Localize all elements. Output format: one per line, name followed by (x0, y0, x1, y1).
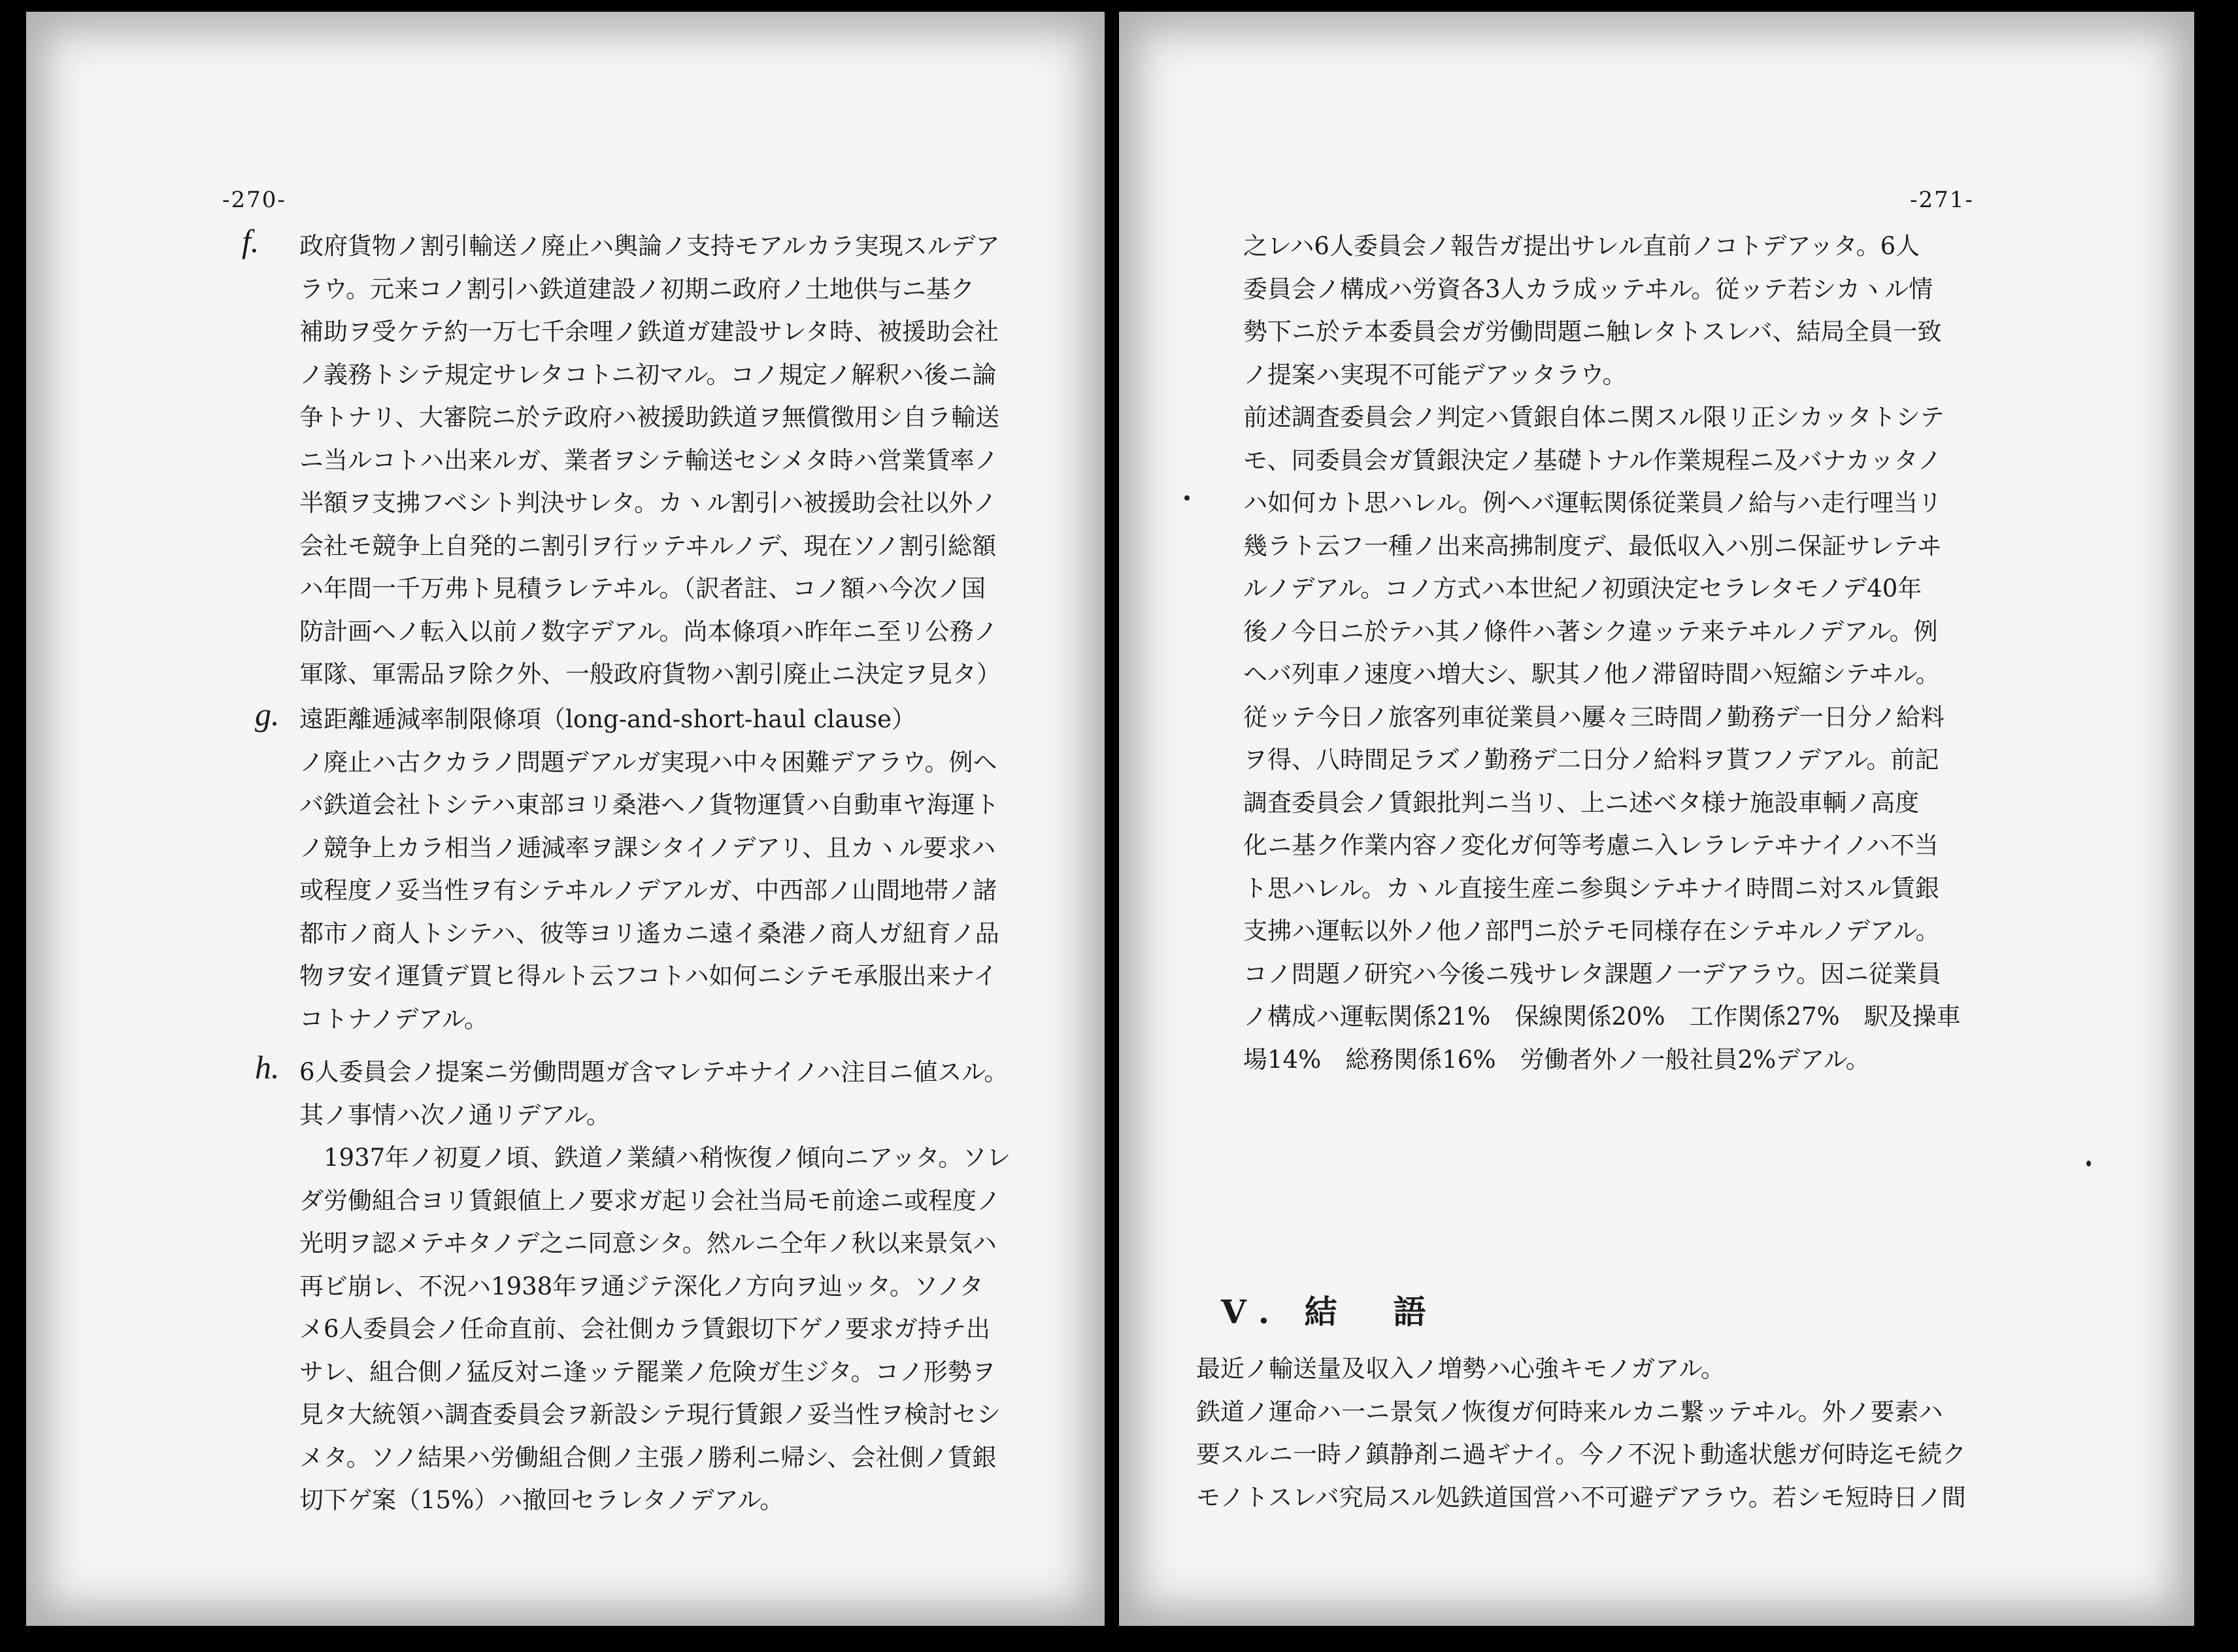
text-line: ルノデアル。コノ方式ハ本世紀ノ初頭決定セラレタモノデ40年 (1243, 574, 1922, 603)
text-line: ヘバ列車ノ速度ハ増大シ、駅其ノ他ノ滞留時間ハ短縮シテヰル。 (1243, 660, 1940, 688)
item-body (299, 1051, 1010, 1522)
text-line: 防計画ヘノ転入以前ノ数字デアル。尚本條項ハ昨年ニ至リ公務ノ (299, 617, 998, 646)
body-text (1243, 225, 1961, 1081)
item-marker: h. (255, 1049, 280, 1085)
text-line: 半額ヲ支拂フベシト判決サレタ。カヽル割引ハ被援助会社以外ノ (299, 489, 997, 517)
text-line: 見タ大統領ハ調査委員会ヲ新設シテ現行賃銀ノ妥当性ヲ検討セシ (299, 1400, 1001, 1429)
text-line: ノ提案ハ実現不可能デアッタラウ。 (1243, 360, 1627, 389)
text-line: 1937年ノ初夏ノ頃、鉄道ノ業績ハ稍恢復ノ傾向ニアッタ。ソレ (299, 1144, 1011, 1172)
text-line: 6人委員会ノ提案ニ労働問題ガ含マレテヰナイノハ注目ニ値スル。 (299, 1058, 1009, 1086)
text-line: コノ問題ノ研究ハ今後ニ残サレタ課題ノ一デアラウ。因ニ従業員 (1243, 959, 1941, 988)
text-line: ノ構成ハ運転関係21% 保線関係20% 工作関係27% 駅及操車 (1243, 1002, 1961, 1031)
text-line: ノ競争上カラ相当ノ逓減率ヲ課シタイノデアリ、且カヽル要求ハ (299, 833, 996, 862)
page-number: -270- (222, 187, 286, 213)
text-line: メ6人委員会ノ任命直前、会社側カラ賃銀切下ゲノ要求ガ持チ出 (299, 1315, 990, 1343)
text-line: コトナノデアル。 (299, 1004, 488, 1033)
text-line: 後ノ今日ニ於テハ其ノ條件ハ著シク違ッテ来テヰルノデアル。例 (1243, 617, 1938, 646)
text-line: ニ当ルコトハ出来ルガ、業者ヲシテ輸送セシメタ時ハ営業賃率ノ (299, 446, 999, 474)
ink-speck (1184, 495, 1190, 501)
text-line: 化ニ基ク作業内容ノ変化ガ何等考慮ニ入レラレテヰナイノハ不当 (1243, 831, 1939, 859)
text-line: 鉄道ノ運命ハ一ニ景気ノ恢復ガ何時来ルカニ繋ッテヰル。外ノ要素ハ (1196, 1397, 1943, 1426)
item-marker: f. (242, 223, 259, 259)
text-line: サレ、組合側ノ猛反対ニ逢ッテ罷業ノ危険ガ生ジタ。コノ形勢ヲ (299, 1357, 996, 1386)
text-line: 或程度ノ妥当性ヲ有シテヰルノデアルガ、中西部ノ山間地帯ノ諸 (299, 876, 997, 904)
text-line: 場14% 総務関係16% 労働者外ノ一般社員2%デアル。 (1243, 1045, 1870, 1074)
text-line: 物ヲ安イ運賃デ買ヒ得ルト云フコトハ如何ニシテモ承服出来ナイ (299, 962, 997, 990)
text-line: ラウ。元来コノ割引ハ鉄道建設ノ初期ニ政府ノ土地供与ニ基ク (299, 274, 975, 303)
item-marker: g. (255, 696, 280, 733)
text-line: 切下ゲ案（15%）ハ撤回セラレタノデアル。 (299, 1486, 784, 1514)
right-page (1119, 12, 2194, 1626)
text-line: 勢下ニ於テ本委員会ガ労働問題ニ触レタトスレバ、結局全員一致 (1243, 318, 1942, 346)
text-line: ノ義務トシテ規定サレタコトニ初マル。コノ規定ノ解釈ハ後ニ論 (299, 360, 997, 389)
text-line: ハ年間一千万弗ト見積ラレテヰル。（訳者註、コノ額ハ今次ノ国 (299, 574, 986, 603)
text-line: 従ッテ今日ノ旅客列車従業員ハ屢々三時間ノ勤務デ一日分ノ給料 (1243, 702, 1945, 731)
page-number: -271- (1910, 187, 1974, 213)
text-line: メタ。ソノ結果ハ労働組合側ノ主張ノ勝利ニ帰シ、会社側ノ賃銀 (299, 1443, 997, 1472)
text-line: ノ廃止ハ古クカラノ問題デアルガ実現ハ中々困難デアラウ。例ヘ (299, 748, 997, 776)
text-line: 其ノ事情ハ次ノ通リデアル。 (299, 1100, 610, 1129)
text-line: 再ビ崩レ、不況ハ1938年ヲ通ジテ深化ノ方向ヲ辿ッタ。ソノタ (299, 1272, 984, 1300)
text-line: ト思ハレル。カヽル直接生産ニ参與シテヰナイ時間ニ対スル賃銀 (1243, 874, 1940, 902)
text-line: 最近ノ輸送量及収入ノ増勢ハ心強キモノガアル。 (1196, 1355, 1725, 1383)
text-line: 要スルニ一時ノ鎮静剤ニ過ギナイ。今ノ不況ト動遙状態ガ何時迄モ続ク (1196, 1440, 1967, 1468)
text-line: 前述調査委員会ノ判定ハ賃銀自体ニ関スル限リ正シカッタトシテ (1243, 403, 1945, 431)
text-line: モ、同委員会ガ賃銀決定ノ基礎トナル作業規程ニ及バナカッタノ (1243, 446, 1942, 474)
text-line: 遠距離逓減率制限條項（long-and-short-haul clause） (299, 705, 916, 733)
ink-speck (2086, 1161, 2091, 1166)
text-line: 軍隊、軍需品ヲ除ク外、一般政府貨物ハ割引廃止ニ決定ヲ見タ） (299, 660, 1001, 688)
text-line: 調査委員会ノ賃銀批判ニ当リ、上ニ述ベタ様ナ施設車輌ノ高度 (1243, 788, 1920, 817)
text-line: ダ労働組合ヨリ賃銀値上ノ要求ガ起リ会社当局モ前途ニ或程度ノ (299, 1186, 1001, 1215)
text-line: 支拂ハ運転以外ノ他ノ部門ニ於テモ同様存在シテヰルノデアル。 (1243, 917, 1940, 945)
text-line: 都市ノ商人トシテハ、彼等ヨリ遙カニ遠イ桑港ノ商人ガ紐育ノ品 (299, 919, 999, 948)
text-line: 光明ヲ認メテヰタノデ之ニ同意シタ。然ルニ仝年ノ秋以来景気ハ (299, 1229, 997, 1257)
text-line: 之レハ6人委員会ノ報告ガ提出サレル直前ノコトデアッタ。6人 (1243, 232, 1920, 260)
text-line: モノトスレバ究局スル処鉄道国営ハ不可避デアラウ。若シモ短時日ノ間 (1196, 1483, 1966, 1512)
left-page (26, 12, 1105, 1626)
text-line: 会社モ競争上自発的ニ割引ヲ行ッテヰルノデ、現在ソノ割引総額 (299, 531, 996, 560)
section-heading: Ⅴ. 結 語 (1221, 1293, 1438, 1331)
text-line: 幾ラト云フ一種ノ出来高拂制度デ、最低収入ハ別ニ保証サレテヰ (1243, 531, 1942, 560)
item-body (299, 698, 999, 1040)
text-line: ヲ得、八時間足ラズノ勤務デ二日分ノ給料ヲ貰フノデアル。前記 (1243, 746, 1939, 774)
item-body (299, 225, 1001, 696)
text-line: ハ如何カト思ハレル。例ヘバ運転関係従業員ノ給与ハ走行哩当リ (1243, 489, 1943, 517)
conclusion-text (1196, 1347, 1966, 1519)
text-line: 補助ヲ受ケテ約一万七千余哩ノ鉄道ガ建設サレタ時、被援助会社 (299, 318, 999, 346)
text-line: バ鉄道会社トシテハ東部ヨリ桑港ヘノ貨物運賃ハ自動車ヤ海運ト (299, 791, 999, 819)
text-line: 政府貨物ノ割引輸送ノ廃止ハ輿論ノ支持モアルカラ実現スルデア (299, 232, 1000, 260)
book-spine (1105, 0, 1119, 1652)
text-line: 委員会ノ構成ハ労資各3人カラ成ッテヰル。従ッテ若シカヽル情 (1243, 274, 1933, 303)
text-line: 争トナリ、大審院ニ於テ政府ハ被援助鉄道ヲ無償徴用シ自ラ輸送 (299, 403, 1000, 431)
